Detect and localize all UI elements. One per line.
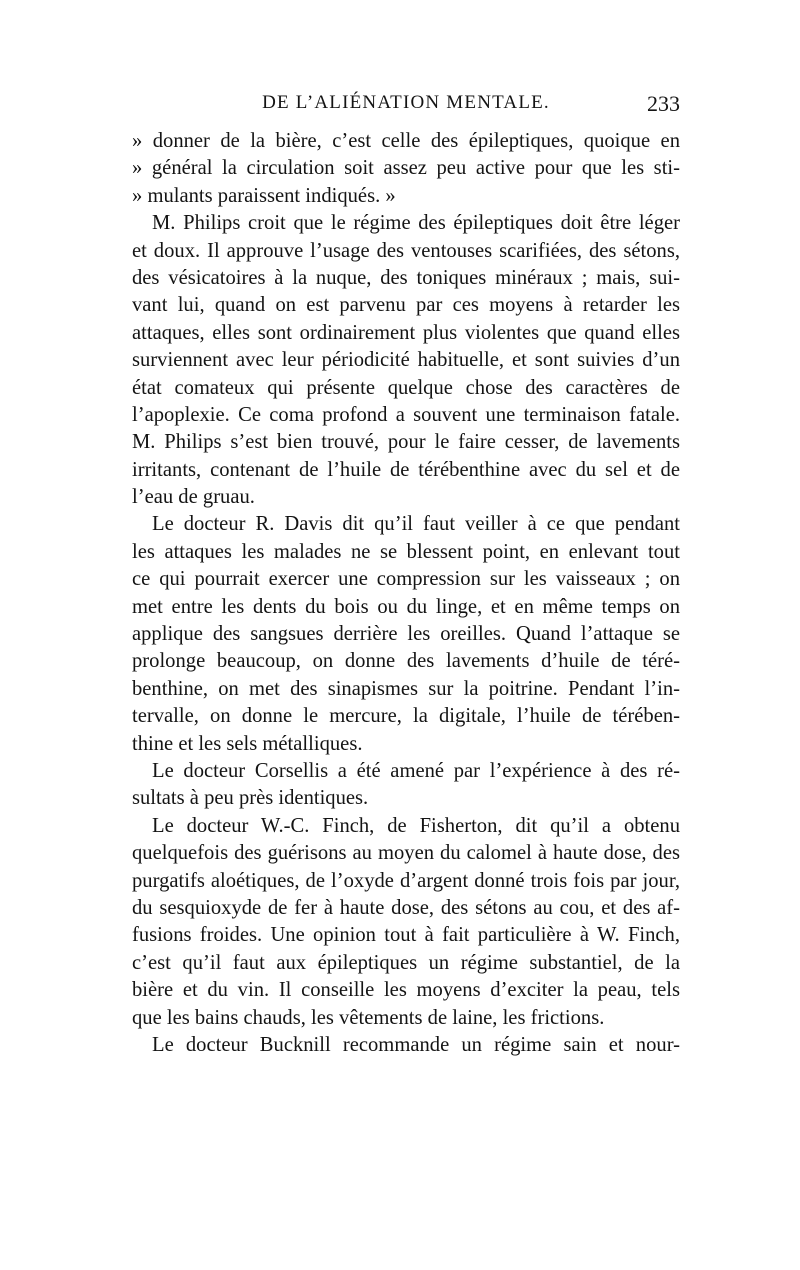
text-line: surviennent avec leur périodicité habituelle, et sont suivies d’un (132, 349, 680, 372)
text-line: l’apoplexie. Ce coma profond a souvent une terminaison fatale. (132, 403, 680, 426)
text-line: des vésicatoires à la nuque, des toniques minéraux ; mais, sui- (132, 266, 680, 289)
text-line: Le docteur Corsellis a été amené par l’expérience à des ré- (152, 759, 680, 782)
text-line: thine et les sels métalliques. (132, 732, 363, 755)
running-title: DE L’ALIÉNATION MENTALE. (262, 92, 550, 113)
text-line: attaques, elles sont ordinairement plus violentes que quand elles (132, 321, 680, 344)
text-line: et doux. Il approuve l’usage des ventouses scarifiées, des sétons, (132, 239, 680, 262)
text-line: fusions froides. Une opinion tout à fait particulière à W. Finch, (132, 924, 680, 947)
text-line: benthine, on met des sinapismes sur la poitrine. Pendant l’in- (132, 677, 680, 700)
text-line: que les bains chauds, les vêtements de laine, les frictions. (132, 1006, 605, 1029)
body-text (132, 128, 680, 1059)
text-line: prolonge beaucoup, on donne des lavements d’huile de téré- (132, 650, 680, 673)
text-line: irritants, contenant de l’huile de térébenthine avec du sel et de (132, 458, 680, 481)
text-line: ce qui pourrait exercer une compression sur les vaisseaux ; on (132, 568, 680, 591)
text-line: applique des sangsues derrière les oreilles. Quand l’attaque se (132, 623, 680, 646)
text-line: M. Philips s’est bien trouvé, pour le faire cesser, de lavements (132, 431, 680, 454)
text-line: tervalle, on donne le mercure, la digitale, l’huile de térében- (132, 705, 680, 728)
text-line: » mulants paraissent indiqués. » (132, 184, 396, 207)
page-number: 233 (647, 91, 680, 116)
text-line: sultats à peu près identiques. (132, 787, 369, 810)
text-line: purgatifs aloétiques, de l’oxyde d’argent donné trois fois par jour, (132, 869, 680, 892)
text-line: met entre les dents du bois ou du linge, et en même temps on (132, 595, 680, 618)
text-line: du sesquioxyde de fer à haute dose, des sétons au cou, et des af- (132, 896, 680, 919)
text-line: » donner de la bière, c’est celle des épileptiques, quoique en (132, 130, 680, 152)
running-head (132, 92, 680, 122)
text-line: vant lui, quand on est parvenu par ces moyens à retarder les (132, 294, 680, 317)
text-line: Le docteur Bucknill recommande un régime sain et nour- (152, 1033, 680, 1056)
text-line: » général la circulation soit assez peu active pour que les sti- (132, 157, 680, 180)
text-line: M. Philips croit que le régime des épileptiques doit être léger (152, 212, 680, 235)
text-line: bière et du vin. Il conseille les moyens d’exciter la peau, tels (132, 979, 680, 1002)
text-line: Le docteur R. Davis dit qu’il faut veiller à ce que pendant (152, 513, 680, 536)
text-line: les attaques les malades ne se blessent point, en enlevant tout (132, 540, 680, 563)
text-line: c’est qu’il faut aux épileptiques un régime substantiel, de la (132, 951, 680, 974)
text-line: quelquefois des guérisons au moyen du calomel à haute dose, des (132, 842, 680, 865)
text-line: l’eau de gruau. (132, 486, 255, 509)
text-line: état comateux qui présente quelque chose des caractères de (132, 376, 680, 399)
text-line: Le docteur W.-C. Finch, de Fisherton, dit qu’il a obtenu (152, 814, 680, 837)
